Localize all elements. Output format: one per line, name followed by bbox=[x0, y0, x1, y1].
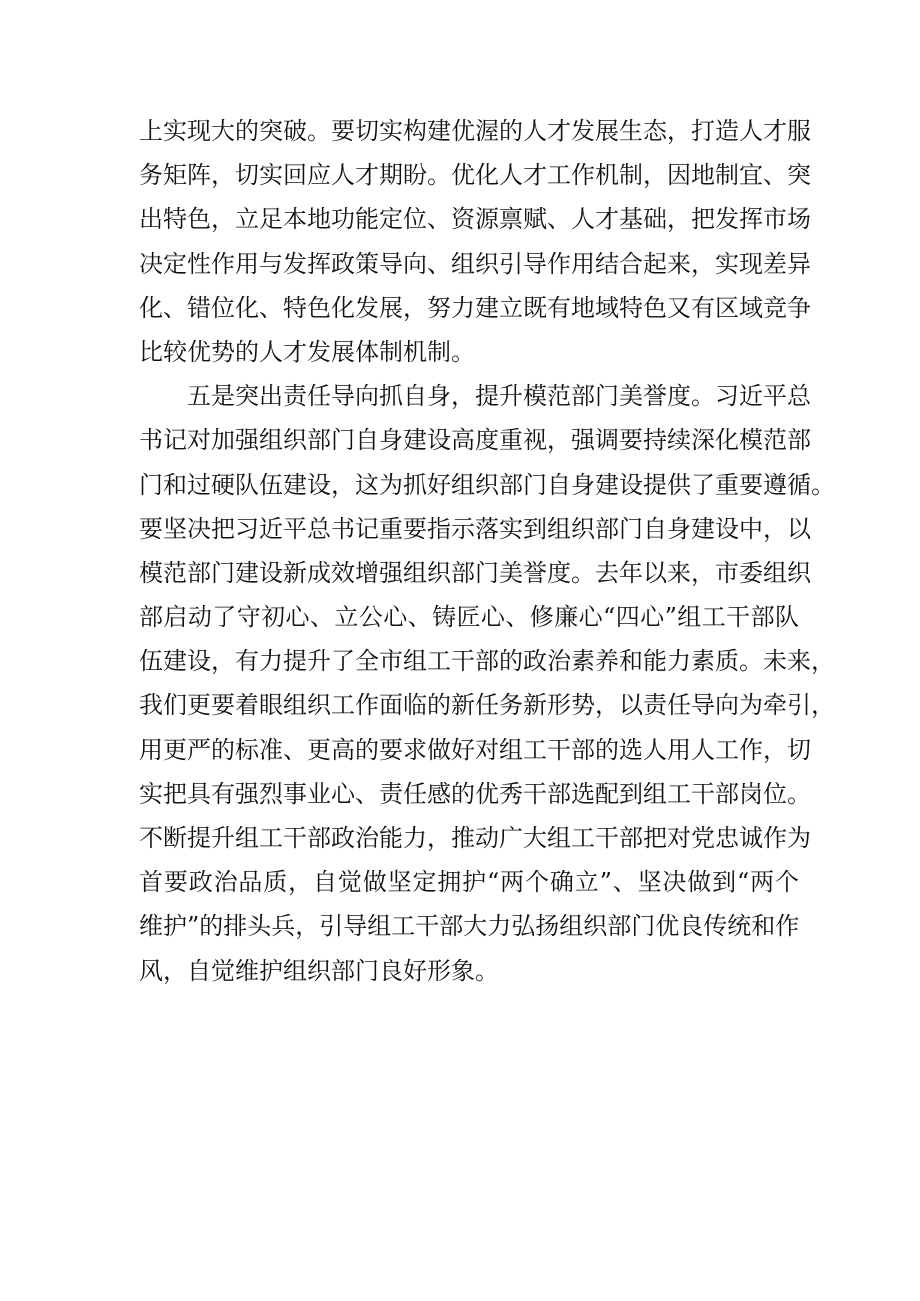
paragraph-line: 比较优势的人才发展体制机制。 bbox=[139, 337, 475, 366]
paragraph-line: 风，自觉维护组织部门良好形象。 bbox=[139, 956, 499, 985]
paragraph-line: 门和过硬队伍建设，这为抓好组织部门自身建设提供了重要遵循。 bbox=[139, 470, 835, 499]
paragraph-line: 伍建设，有力提升了全市组工干部的政治素养和能力素质。未来， bbox=[139, 647, 835, 676]
paragraph-line: 部启动了守初心、立公心、铸匠心、修廉心“四心”组工干部队 bbox=[139, 603, 799, 632]
paragraph-line: 务矩阵，切实回应人才期盼。优化人才工作机制，因地制宜、突 bbox=[139, 161, 811, 190]
paragraph-point-five bbox=[139, 374, 835, 993]
paragraph-line: 实把具有强烈事业心、责任感的优秀干部选配到组工干部岗位。 bbox=[139, 779, 811, 808]
paragraph-line: 首要政治品质，自觉做坚定拥护“两个确立”、坚决做到“两个 bbox=[139, 868, 799, 897]
paragraph-line: 出特色，立足本地功能定位、资源禀赋、人才基础，把发挥市场 bbox=[139, 205, 811, 234]
paragraph-talent-ecosystem bbox=[139, 109, 811, 374]
paragraph-line: 五是突出责任导向抓自身，提升模范部门美誉度。习近平总 bbox=[187, 382, 811, 411]
paragraph-line: 维护”的排头兵，引导组工干部大力弘扬组织部门优良传统和作 bbox=[139, 912, 800, 941]
paragraph-line: 用更严的标准、更高的要求做好对组工干部的选人用人工作，切 bbox=[139, 735, 811, 764]
paragraph-line: 书记对加强组织部门自身建设高度重视，强调要持续深化模范部 bbox=[139, 426, 811, 455]
paragraph-line: 我们更要着眼组织工作面临的新任务新形势，以责任导向为牵引， bbox=[139, 691, 835, 720]
document-body bbox=[139, 109, 835, 993]
paragraph-line: 模范部门建设新成效增强组织部门美誉度。去年以来，市委组织 bbox=[139, 558, 811, 587]
paragraph-line: 化、错位化、特色化发展，努力建立既有地域特色又有区域竞争 bbox=[139, 293, 811, 322]
paragraph-line: 上实现大的突破。要切实构建优渥的人才发展生态，打造人才服 bbox=[139, 117, 811, 145]
paragraph-line: 要坚决把习近平总书记重要指示落实到组织部门自身建设中，以 bbox=[139, 514, 811, 543]
paragraph-line: 决定性作用与发挥政策导向、组织引导作用结合起来，实现差异 bbox=[139, 249, 811, 278]
paragraph-line: 不断提升组工干部政治能力，推动广大组工干部把对党忠诚作为 bbox=[139, 824, 811, 852]
